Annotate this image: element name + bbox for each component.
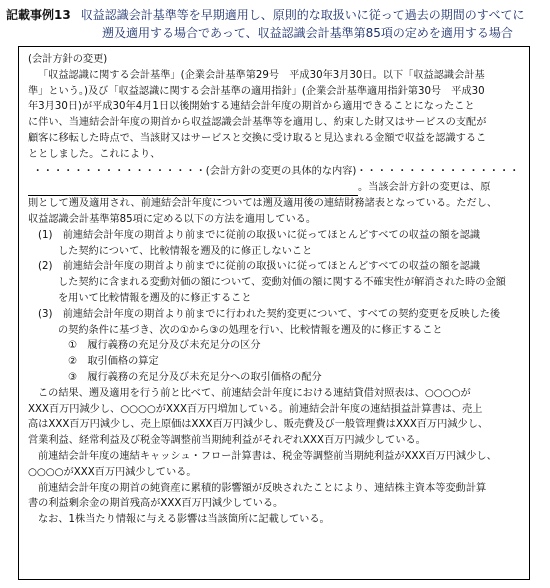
para6-line: なお、1株当たり情報に与える影響は当該箇所に記載している。 (38, 514, 330, 526)
dotted-heading: (会計方針の変更の具体的な内容) (205, 165, 357, 177)
list-item (28, 307, 524, 323)
para5-line: 書の利益剰余金の期首残高がXXX百万円減少している。 (28, 498, 284, 510)
para3-line: この結果、遡及適用を行う前と比べて、前連結会計年度における連結貸借対照表は、○○○○が (38, 387, 471, 399)
para2-line: 収益認識会計基準第85項に定める以下の方法を適用している。 (28, 213, 317, 225)
para5-line: 前連結会計年度の期首の純資産に累積的影響額が反映されたことにより、連結株主資本等変動計算 (38, 482, 487, 494)
para1-line: 「収益認識に関する会計基準」(企業会計基準第29号 平成30年3月30日。以下「収益認識会計基 (38, 69, 485, 81)
para4-line: ○○○○がXXX百万円減少している。 (28, 466, 197, 478)
para1-line: 顧客に移転した時点で、当該財又はサービスと交換に受け取ると見込まれる金額で収益を認識するこ (28, 132, 487, 144)
list-line: した契約について、比較情報を遡及的に修正しないこと (58, 245, 313, 257)
example-title-line1: 収益認識会計基準等を早期適用し、原則的な取扱いに従って過去の期間のすべてに (80, 8, 525, 22)
para4-line: 前連結会計年度の連結キャッシュ・フロー計算書は、税金等調整前当期純利益がXXX百万円減少し、 (38, 450, 497, 462)
list-item (28, 259, 524, 275)
para1-line: 年3月30日)が平成30年4月1日以後開始する連結会計年度の期首から適用できることになったこと (28, 101, 475, 113)
example-header (6, 6, 544, 42)
example-id: 記載事例13 (6, 8, 71, 22)
para3-line: XXX百万円減少し、○○○○がXXX百万円増加している。前連結会計年度の連結損益計算書は、売上 (28, 403, 483, 415)
circle-item: ② 取引価格の算定 (68, 356, 159, 368)
circle-item: ① 履行義務の充足分及び未充足分の区分 (68, 340, 261, 352)
list-num: (3) (38, 308, 53, 320)
list-num: (1) (38, 229, 53, 241)
dotted-heading-line (28, 164, 524, 180)
para3-line: 営業利益、経常利益及び税金等調整前当期純利益がそれぞれXXX百万円減少している。 (28, 435, 426, 447)
list-line: を用いて比較情報を遡及的に修正すること (58, 292, 252, 304)
list-line: 前連結会計年度の期首より前までに従前の取扱いに従ってほとんどすべての収益の額を認識 (62, 261, 481, 273)
dotted-right: ・・・・・・・・・・・・・・・・ (356, 165, 520, 177)
para2-line: 則として遡及適用され、前連結会計年度については遡及適用後の連結財務諸表となっている。ただし、 (28, 198, 498, 210)
list-line: した契約に含まれる変動対価の額について、変動対価の額に関する不確実性が解消された時の金額 (58, 277, 506, 289)
para2-tail: 。当該会計方針の変更は、原 (358, 182, 491, 194)
para2-first-line (28, 180, 524, 196)
dotted-left: ・・・・・・・・・・・・・・・・・ (32, 165, 206, 177)
list-line: 前連結会計年度の期首より前までに行われた契約変更について、すべての契約変更を反映した後 (62, 308, 501, 320)
example-title-line2: 遡及適用する場合であって、収益認識会計基準第85項の定めを適用する場合 (102, 26, 513, 40)
para1-line: 準」という。)及び「収益認識に関する会計基準の適用指針」(企業会計基準適用指針第30号 平成30 (28, 85, 485, 97)
circle-item: ③ 履行義務の充足分及び未充足分への取引価格の配分 (68, 371, 322, 383)
note-content (28, 52, 524, 528)
para1-line: ととしました。これにより、 (28, 148, 161, 160)
list-num: (2) (38, 261, 53, 273)
list-item (28, 228, 524, 244)
section-heading: (会計方針の変更) (28, 54, 108, 65)
para3-line: 高はXXX百万円減少し、売上原価はXXX百万円減少し、販売費及び一般管理費はXXX百万円減少し、 (28, 419, 489, 431)
list-line: の契約条件に基づき、次の①から③の処理を行い、比較情報を遡及的に修正すること (58, 324, 443, 336)
list-line: 前連結会計年度の期首より前までに従前の取扱いに従ってほとんどすべての収益の額を認識 (62, 229, 481, 241)
fill-in-blank (28, 183, 358, 196)
para1-line: に伴い、当連結会計年度の期首から収益認識会計基準等を適用し、約束した財又はサービスの支配が (28, 117, 487, 129)
